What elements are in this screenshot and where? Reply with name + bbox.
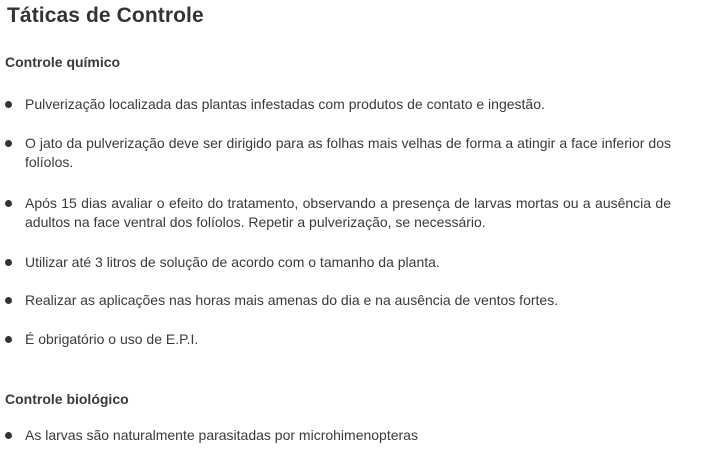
list-item [0, 95, 671, 114]
list-item [0, 330, 671, 349]
bullet-icon [5, 259, 12, 266]
list-item-text: Pulverização localizada das plantas infestadas com produtos de contato e ingestão. [25, 96, 545, 112]
section-heading-biological-control: Controle biológico [5, 391, 129, 407]
section-heading-chemical-control: Controle químico [5, 54, 121, 70]
bullet-icon [5, 200, 12, 207]
bullet-icon [5, 297, 12, 304]
list-item-text: Utilizar até 3 litros de solução de acordo com o tamanho da planta. [25, 254, 440, 270]
list-item-text: Realizar as aplicações nas horas mais amenas do dia e na ausência de ventos fortes. [25, 292, 559, 308]
list-item-text: O jato da pulverização deve ser dirigido para as folhas mais velhas de forma a atingir a face inferior dos folíolos. [25, 135, 671, 170]
page-title: Táticas de Controle [7, 4, 204, 27]
list-item [0, 134, 671, 172]
list-item-text: Após 15 dias avaliar o efeito do tratamento, observando a presença de larvas mortas ou a ausência de adultos na face ventral dos folíolos. Repetir a pulverização, se necessário. [25, 195, 671, 230]
bullet-icon [5, 432, 12, 439]
list-item [0, 426, 671, 445]
list-item [0, 194, 671, 232]
list-item [0, 253, 671, 272]
list-item-text: As larvas são naturalmente parasitadas por microhimenopteras [25, 427, 418, 443]
bullet-icon [5, 140, 12, 147]
list-item-text: É obrigatório o uso de E.P.I. [25, 331, 199, 347]
bullet-icon [5, 101, 12, 108]
bullet-icon [5, 336, 12, 343]
list-item [0, 291, 671, 310]
